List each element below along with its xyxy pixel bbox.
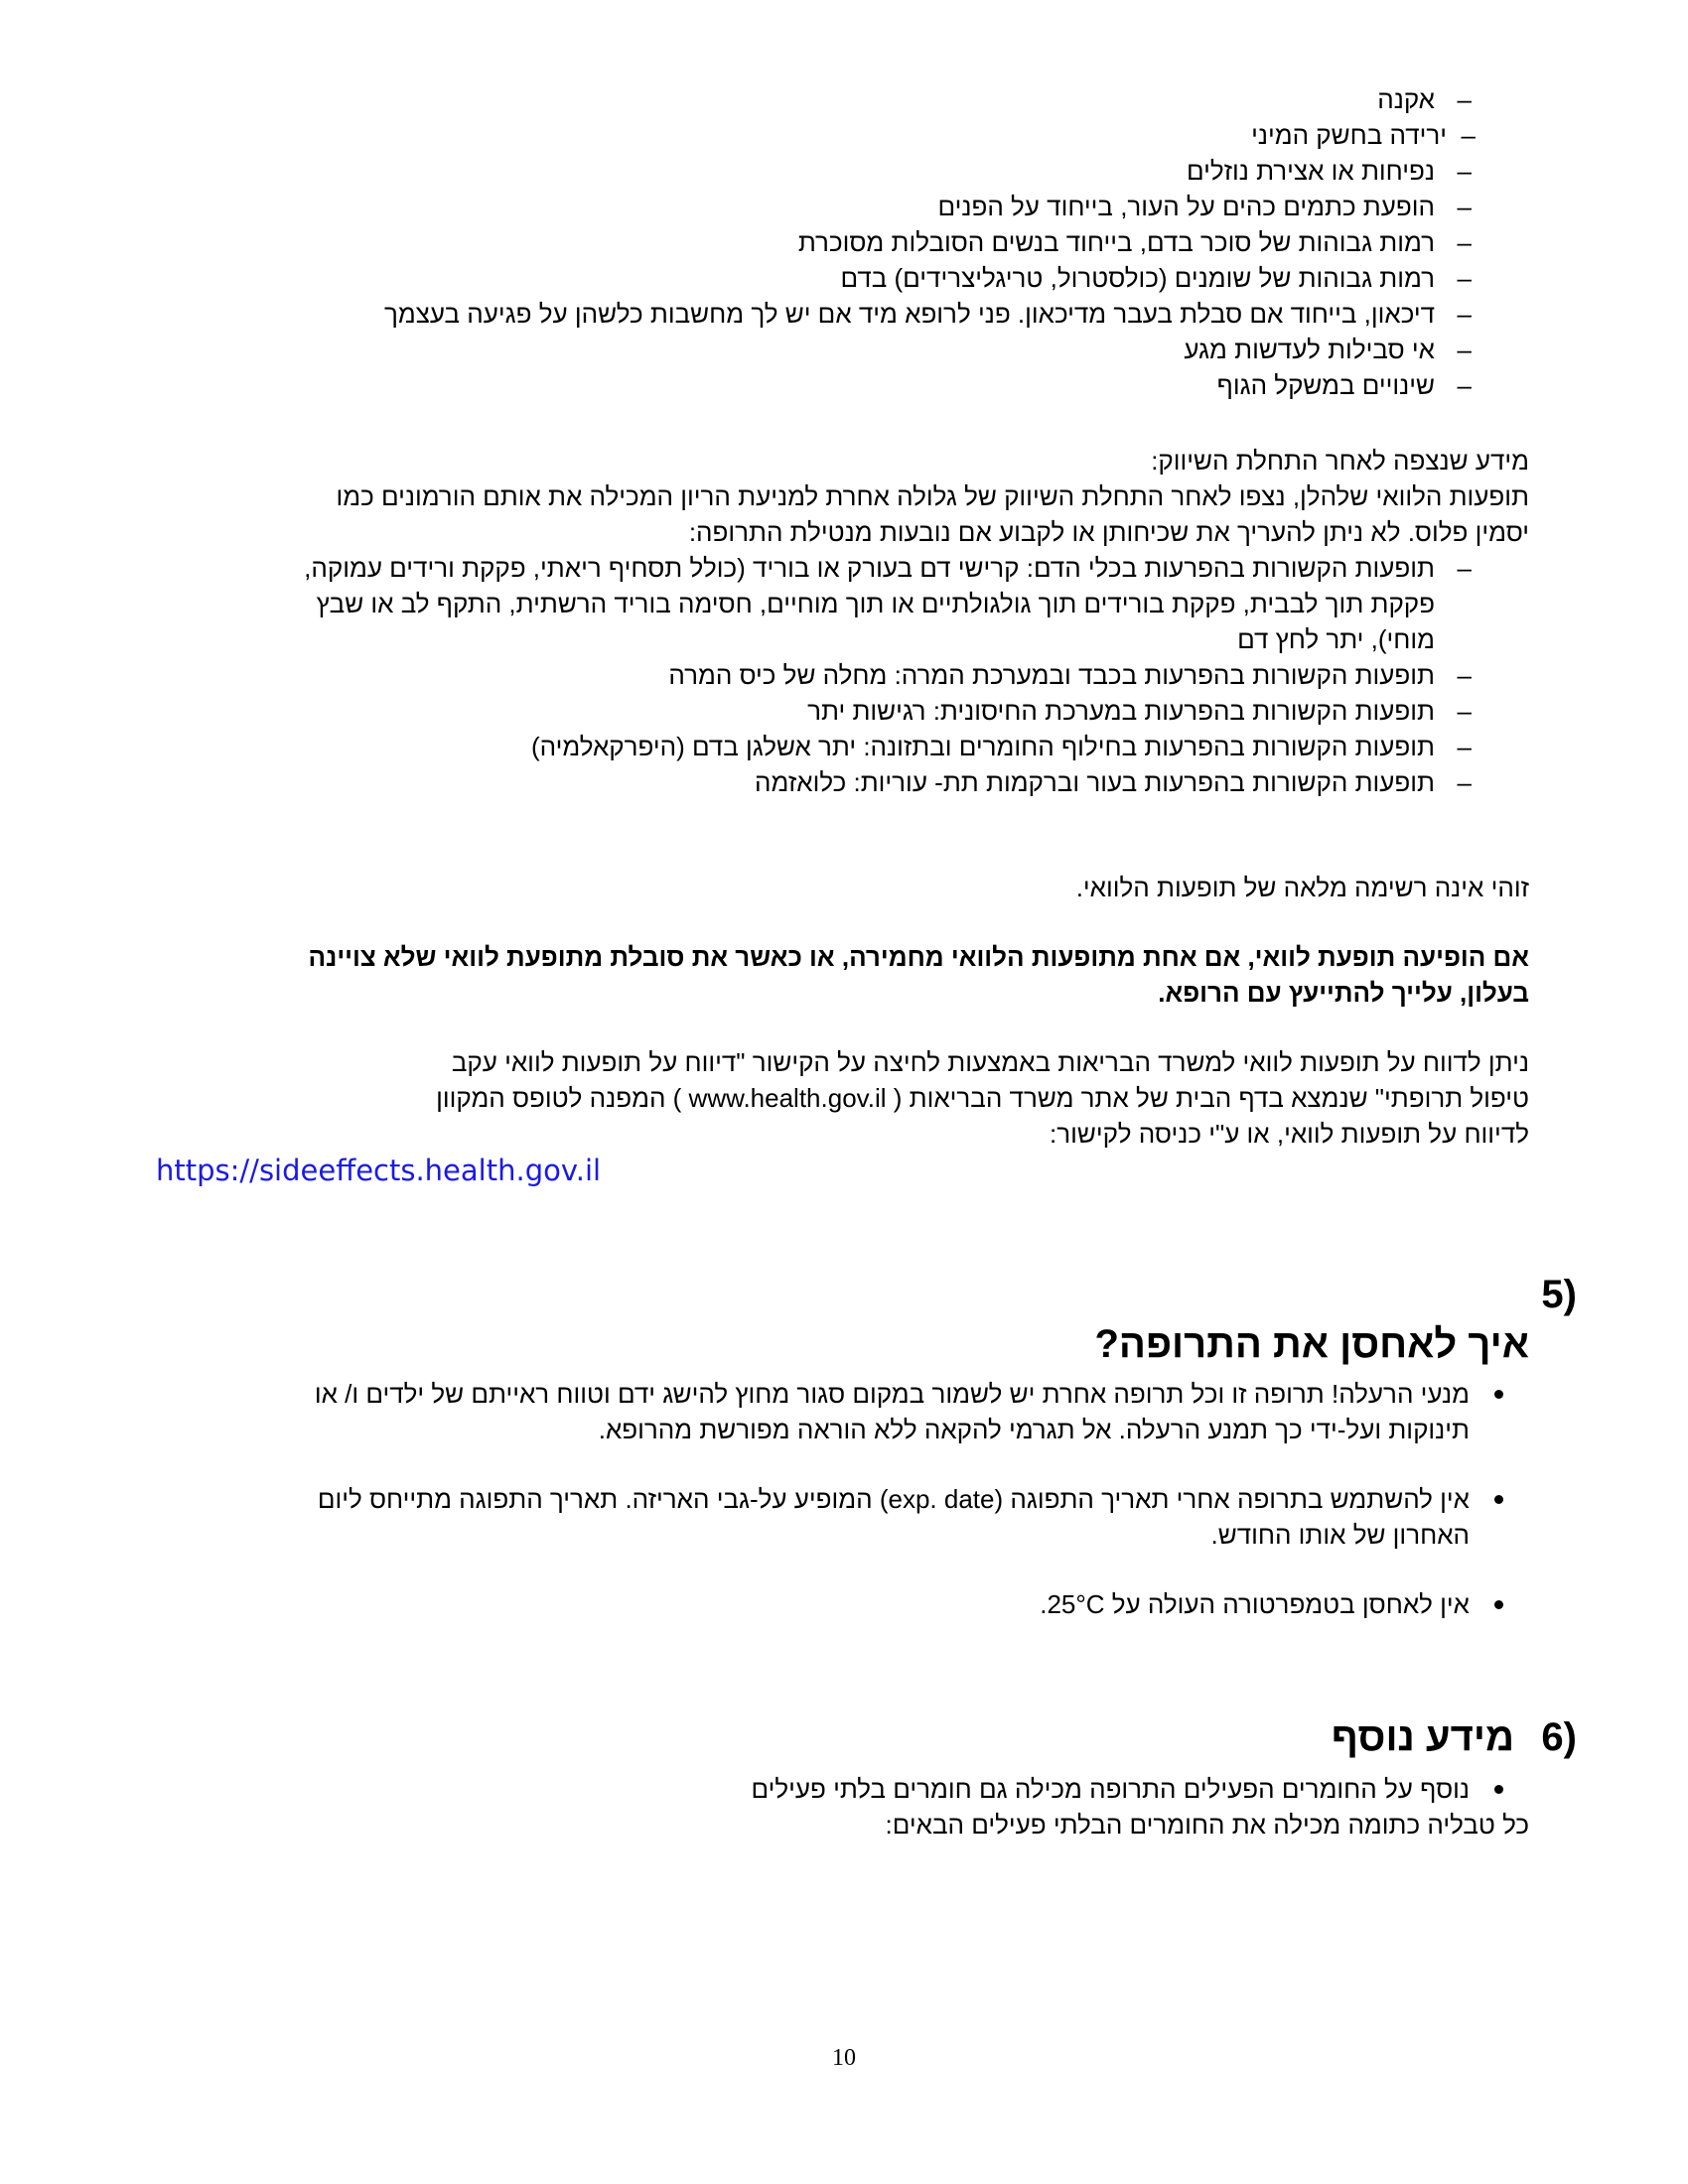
list-item: – רמות גבוהות של סוכר בדם, בייחוד בנשים הסובלות מסוכרת	[797, 227, 1472, 257]
bullet-icon	[1494, 1785, 1503, 1794]
list-item: – תופעות הקשורות בהפרעות בחילוף החומרים ובתזונה: יתר אשלגן בדם (היפרקאלמיה)	[530, 732, 1472, 761]
post-marketing-list	[40, 550, 1529, 800]
section-6-title: מידע נוסף	[1331, 1715, 1514, 1759]
section-5-number: 5)	[1541, 1273, 1577, 1316]
list-item: – תופעות הקשורות בהפרעות בעור וברקמות תת- עוריות: כלואזמה	[755, 767, 1472, 797]
warning-line-1: אם הופיעה תופעת לוואי, אם אחת מתופעות הלוואי מחמירה, או כאשר את סובלת מתופעת לוואי שלא צויינה	[308, 942, 1529, 972]
inactive-ingredients-intro: כל טבליה כתומה מכילה את החומרים הבלתי פעילים הבאים:	[885, 1810, 1529, 1840]
list-item: נוסף על החומרים הפעילים התרופה מכילה גם חומרים בלתי פעילים	[89, 1771, 1529, 1807]
list-item: – אקנה	[1377, 84, 1472, 114]
storage-list	[89, 1376, 1529, 1622]
section-5-title: איך לאחסן את התרופה?	[1094, 1322, 1529, 1366]
report-line-2: טיפול תרופתי" שנמצא בדף הבית של אתר משרד הבריאות ( www.health.gov.il ) המפנה לטופס המקוון	[436, 1083, 1529, 1113]
list-item: – תופעות הקשורות בהפרעות במערכת החיסונית: רגישות יתר	[807, 696, 1472, 726]
bullet-icon	[1494, 1495, 1503, 1504]
list-item: – אי סבילות לעדשות מגע	[1184, 335, 1472, 364]
list-item: אין לאחסן בטמפרטורה העולה על 25°C.	[89, 1586, 1529, 1622]
additional-info-list	[89, 1771, 1529, 1807]
bullet-icon	[1494, 1600, 1503, 1609]
list-item: – תופעות הקשורות בהפרעות בכבד ובמערכת המרה: מחלה של כיס המרה	[668, 660, 1472, 690]
post-marketing-heading: מידע שנצפה לאחר התחלת השיווק:	[1151, 446, 1529, 476]
list-item: – דיכאון, בייחוד אם סבלת בעבר מדיכאון. פני לרופא מיד אם יש לך מחשבות כלשהן על פגיעה בעצמך	[383, 299, 1472, 329]
list-item: – ירידה בחשק המיני	[1251, 120, 1476, 150]
list-item: מנעי הרעלה! תרופה זו וכל תרופה אחרת יש לשמור במקום סגור מחוץ להישג ידם וטווח ראייתם של ילדים ו/ או תינוקות ועל-ידי כך תמנע הרעלה. אל תגרמי להקאה ללא הוראה מפורשת מהרופא.	[89, 1376, 1529, 1447]
report-line-1: ניתן לדווח על תופעות לוואי למשרד הבריאות באמצעות לחיצה על הקישור "דיווח על תופעות לוואי עקב	[451, 1047, 1529, 1077]
list-item: – תופעות הקשורות בהפרעות בכלי הדם: קרישי דם בעורק או בוריד (כולל תסחיף ריאתי, פקקת ורידים עמוקה, פקקת תוך לבבית, פקקת בורידים תוך גולגולתיים או תוך מוחיים, חסימה בוריד הרשתית, התקף לב או שבץ מוחי), יתר לחץ דם	[304, 553, 1472, 654]
list-item: – רמות גבוהות של שומנים (כולסטרול, טריגליצרידים) בדם	[840, 263, 1472, 293]
list-item: – הופעת כתמים כהים על העור, בייחוד על הפנים	[937, 192, 1472, 221]
list-item: אין להשתמש בתרופה אחרי תאריך התפוגה (exp. date) המופיע על-גבי האריזה. תאריך התפוגה מתייחס ליום האחרון של אותו החודש.	[89, 1481, 1529, 1553]
list-item: – נפיחות או אצירת נוזלים	[1186, 156, 1472, 186]
list-item: – שינויים במשקל הגוף	[1216, 370, 1472, 400]
warning-line-2: בעלון, עלייך להתייעץ עם הרופא.	[1158, 978, 1529, 1008]
section-6-number: 6)	[1541, 1715, 1577, 1759]
post-marketing-intro-1: תופעות הלוואי שלהלן, נצפו לאחר התחלת השיווק של גלולה אחרת למניעת הריון המכילה את אותם הורמונים כמו	[336, 481, 1529, 511]
report-line-3: לדיווח על תופעות לוואי, או ע"י כניסה לקישור:	[1050, 1119, 1529, 1149]
side-effects-list	[40, 81, 1529, 403]
page-number: 10	[832, 2045, 856, 2071]
post-marketing-intro-2: יסמין פלוס. לא ניתן להעריך את שכיחותן או לקבוע אם נובעות מנטילת התרופה:	[688, 517, 1529, 547]
not-full-list-note: זוהי אינה רשימה מלאה של תופעות הלוואי.	[1075, 873, 1529, 902]
bullet-icon	[1494, 1390, 1503, 1399]
side-effects-report-link[interactable]: https://sideeffects.health.gov.il	[156, 1154, 602, 1187]
